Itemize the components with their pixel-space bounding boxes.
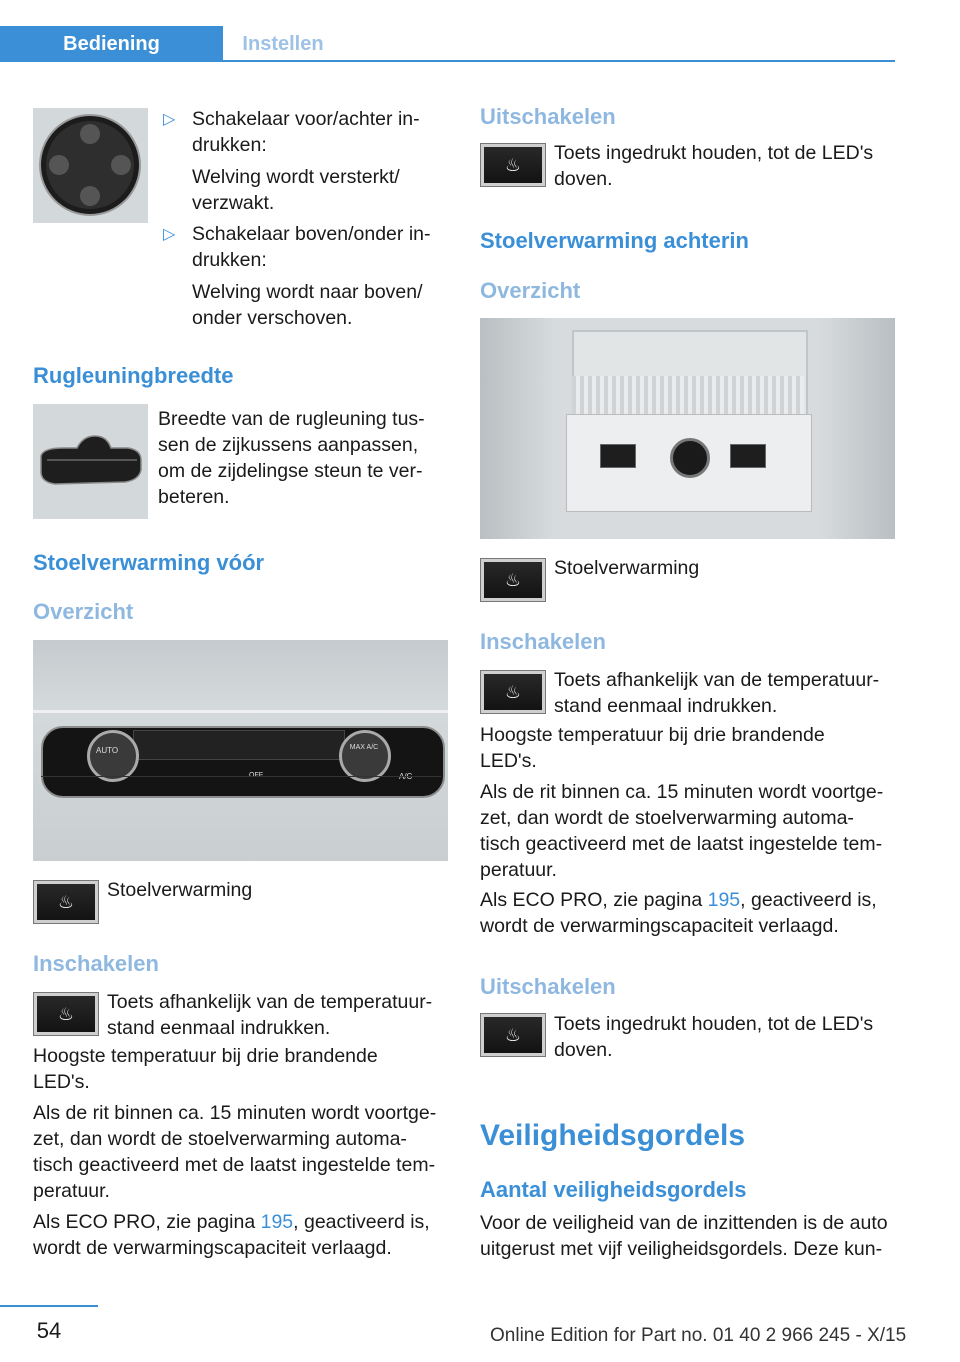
rear-p1-line1: Hoogste temperatuur bij drie brandende: [480, 724, 825, 746]
rear-p1-line2: LED's.: [480, 750, 537, 772]
rear-p2-line3: tisch geactiveerd met de laatst ingestelde tem-: [480, 833, 883, 855]
tab-instellen[interactable]: [223, 26, 343, 62]
ac-label: A/C: [399, 772, 413, 781]
front-p1: [33, 1043, 378, 1095]
seat-heating-icon: ♨: [504, 569, 522, 590]
seat-heating-button-image: [33, 880, 99, 924]
off-text: [554, 140, 873, 192]
rear-p3: [480, 887, 877, 939]
seat-heating-button-image: [480, 670, 546, 714]
triangle-bullet-icon: ▷: [163, 111, 176, 128]
rear-p2-line4: peratuur.: [480, 859, 557, 881]
bullet2-sub2: onder verschoven.: [192, 307, 353, 329]
bullet1-sub2: verzwakt.: [192, 192, 275, 214]
rear-caption: Stoelverwarming: [554, 557, 700, 579]
rug-line4: beteren.: [158, 486, 230, 508]
maxac-label: MAX A/C: [349, 744, 379, 751]
rear-p3-line2: wordt de verwarmingscapaciteit verlaagd.: [480, 915, 839, 937]
rear-on-heading: Inschakelen: [480, 629, 606, 654]
seat-heating-button-image: [480, 143, 546, 187]
seat-heating-button-image: [480, 558, 546, 602]
front-p1-line2: LED's.: [33, 1071, 90, 1093]
rugleuning-text: [158, 406, 425, 510]
off-line1: Toets ingedrukt houden, tot de LED's: [554, 142, 874, 164]
front-p2-line3: tisch geactiveerd met de laatst ingestelde tem-: [33, 1154, 436, 1176]
front-seat-heating-heading: Stoelverwarming vóór: [33, 550, 265, 575]
triangle-bullet-icon: ▷: [163, 226, 176, 243]
front-p2: [33, 1100, 436, 1204]
rug-line1: Breedte van de rugleuning tus-: [158, 408, 425, 430]
rug-line2: sen de zijkussens aanpassen,: [158, 434, 419, 456]
front-p3-pre: Als ECO PRO, zie pagina: [33, 1211, 261, 1233]
belts-heading: Aantal veiligheidsgordels: [480, 1177, 747, 1202]
rear-p2-line1: Als de rit binnen ca. 15 minuten wordt voortge-: [480, 781, 884, 803]
front-p3-post: , geactiveerd is,: [293, 1211, 430, 1233]
front-p3: [33, 1209, 430, 1261]
auto-label: AUTO: [96, 746, 119, 755]
bullet2-line1: Schakelaar boven/onder in-: [192, 223, 431, 245]
bullet1-sub1: Welving wordt versterkt/: [192, 166, 400, 188]
belts-line2: uitgerust met vijf veiligheidsgordels. Deze kun-: [480, 1238, 883, 1260]
rear-p2-line2: zet, dan wordt de stoelverwarming automa-: [480, 807, 854, 829]
tab-bediening-label: Bediening: [63, 32, 160, 55]
front-on-heading: Inschakelen: [33, 951, 159, 976]
bullet1-line2: drukken:: [192, 134, 267, 156]
bullet1-line1: Schakelaar voor/achter in-: [192, 108, 420, 130]
front-on-line1: Toets afhankelijk van de temperatuur-: [107, 991, 433, 1013]
front-p3-line2: wordt de verwarmingscapaciteit verlaagd.: [33, 1237, 392, 1259]
front-climate-panel-image: [33, 640, 448, 861]
off-label: OFF: [249, 772, 263, 779]
rear-p3-pre: Als ECO PRO, zie pagina: [480, 889, 708, 911]
front-p2-line2: zet, dan wordt de stoelverwarming automa-: [33, 1128, 407, 1150]
footer-edition: Online Edition for Part no. 01 40 2 966 245 - X/15: [490, 1325, 907, 1346]
rear-off-heading: Uitschakelen: [480, 974, 616, 999]
seat-heating-button-image: [33, 992, 99, 1036]
front-p1-line1: Hoogste temperatuur bij drie brandende: [33, 1045, 378, 1067]
front-p2-line1: Als de rit binnen ca. 15 minuten wordt voortge-: [33, 1102, 437, 1124]
rugleuning-heading: Rugleuningbreedte: [33, 363, 234, 388]
belts-line1: Voor de veiligheid van de inzittenden is de auto: [480, 1212, 888, 1234]
page-number: 54: [36, 1318, 62, 1343]
front-on-line2: stand eenmaal indrukken.: [107, 1017, 331, 1039]
page-link-195[interactable]: 195: [260, 1211, 294, 1233]
seat-heating-button-image: [480, 1013, 546, 1057]
off-line2: doven.: [554, 168, 613, 190]
rug-line3: om de zijdelingse steun te ver-: [158, 460, 423, 482]
seat-heating-icon: ♨: [504, 681, 522, 702]
rear-p1: [480, 722, 825, 774]
tab-instellen-label: Instellen: [242, 32, 324, 55]
front-caption: Stoelverwarming: [107, 879, 253, 901]
rear-off-line1: Toets ingedrukt houden, tot de LED's: [554, 1013, 874, 1035]
front-on-text: [107, 989, 432, 1041]
belts-text: [480, 1210, 888, 1262]
seat-heating-icon: ♨: [504, 154, 522, 175]
off-heading: Uitschakelen: [480, 104, 616, 129]
rear-on-text: [554, 667, 879, 719]
bullet2-line2: drukken:: [192, 249, 267, 271]
rear-on-line1: Toets afhankelijk van de temperatuur-: [554, 669, 880, 691]
rear-p2: [480, 779, 883, 883]
bullet1-text: [192, 106, 420, 216]
footer-divider: [0, 1305, 98, 1307]
header-divider: [0, 60, 895, 62]
seat-heating-icon: ♨: [57, 891, 75, 912]
rear-off-text: [554, 1011, 873, 1063]
rear-p3-post: , geactiveerd is,: [740, 889, 877, 911]
rear-on-line2: stand eenmaal indrukken.: [554, 695, 778, 717]
bullet2-sub1: Welving wordt naar boven/: [192, 281, 423, 303]
rear-off-line2: doven.: [554, 1039, 613, 1061]
lumbar-switch-image: [33, 108, 148, 223]
seat-heating-icon: ♨: [57, 1003, 75, 1024]
seat-heating-icon: ♨: [504, 1024, 522, 1045]
bullet2-text: [192, 221, 431, 331]
front-p2-line4: peratuur.: [33, 1180, 110, 1202]
tab-bediening[interactable]: [0, 26, 223, 62]
front-overview-heading: Overzicht: [33, 599, 134, 624]
page-link-195[interactable]: 195: [707, 889, 741, 911]
backrest-width-switch-image: [33, 404, 148, 519]
rear-overview-heading: Overzicht: [480, 278, 581, 303]
rear-seat-heating-heading: Stoelverwarming achterin: [480, 228, 749, 253]
rear-seat-heating-panel-image: [480, 318, 895, 539]
belts-title: Veiligheidsgordels: [480, 1119, 746, 1152]
